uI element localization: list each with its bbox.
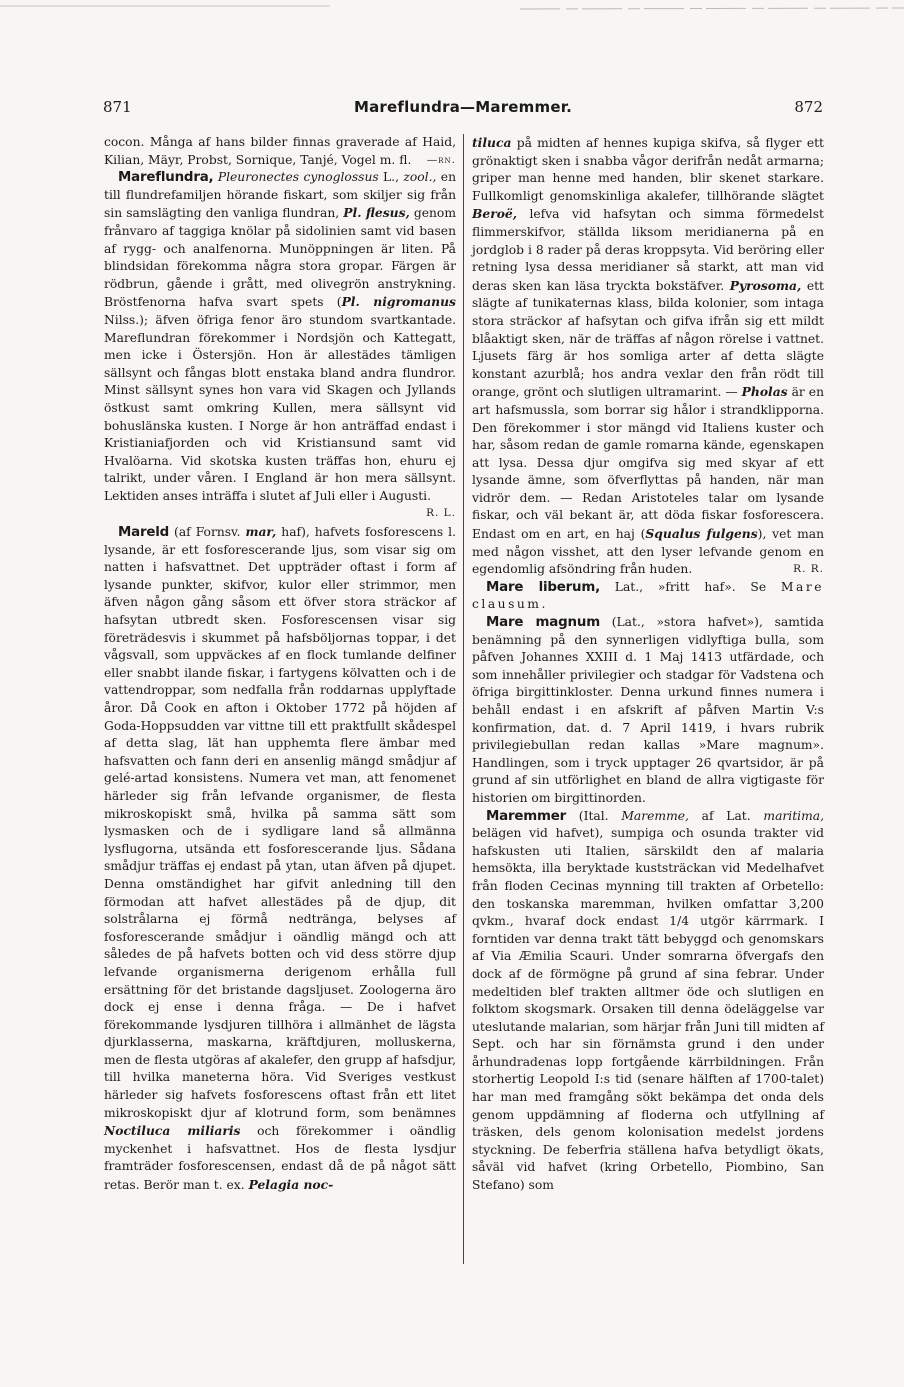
- species-name: Pl. nigromanus: [341, 294, 456, 310]
- headword: Mareflundra,: [118, 170, 214, 186]
- entry-text: Lat., »fritt haf». Se: [600, 579, 781, 594]
- entry-mare-magnum: [472, 614, 824, 808]
- entry-mareflundra: [104, 169, 456, 520]
- entry-text: haf), hafvets fosforescens l. lysande, är ett fosforescerande ljus, som visar sig om natten i hafsvattnet. Det uppträder oftast i form af lysande punkter, skifvor, kulor eller strimmor, men äfven någon gång såsom ett öfver stora sträckor af hafsytan utbredt sken. Fosforescensen visar sig företrädesvis i skummet på hafsböljornas toppar, i det vågsvall, som uppväckes af en flock tumlande delfiner eller snabbt ilande fiskar, i fartygens kölvatten och i de vattendroppar, som nedfalla från roddarnas upplyftade åror. Då Cook en afton i Oktober 1772 på höjden af Goda-Hoppsudden var vittne till ett praktfullt skådespel af detta slag, lät han upphemta flere ämbar med hafsvatten och fann deri en ansenlig mängd smådjur af gelé-artad konsistens. Numera vet man, att fenomenet härleder sig från lefvande organismer, de flesta mikroskopiskt små, hvilka på samma sätt som lysmasken och de i sydligare land så allmänna lysflugorna, utsända ett fosforescerande ljus. Sådana smådjur träffas ej endast på ytan, utan äfven på djupet. Denna omständighet har gifvit anledning till den förmodan att hafvet allestädes på de djup, dit solstrålarna ej förmå nedtränga, belyses af fosforescerande smådjur i oändlig mängd och att således de på hafvets botten och vid dess större djup lefvande organismerna derigenom erhålla full ersättning för det bristande dagsljuset. Zoologerna äro dock ej ense i denna fråga. — De i hafvet förekommande lysdjuren tillhöra i allmänhet de lägsta djurklasserna, maskarna, kräftdjuren, molluskerna, men de flesta utgöras af akalefer, den grupp af hafsdjur, till hvilka maneterna höra. Vid Sveriges vestkust härleder sig hafvets fosforescens oftast från ett litet mikroskopiskt djur af klotrund form, som benämnes: [104, 525, 456, 1120]
- genus-name: Pyrosoma,: [729, 277, 802, 293]
- page-number-left: 871: [103, 98, 132, 116]
- page-header: [103, 98, 823, 122]
- headword: Mareld: [118, 525, 170, 541]
- foreign-term: Maremme,: [621, 808, 689, 823]
- intro-signature: —rn.: [426, 153, 456, 166]
- entry-text: en till flundrefamiljen hörande fiskart, som skiljer sig från sin samslägting den vanliga flundran,: [104, 170, 456, 221]
- entry-text: belägen vid hafvet), sumpiga och osunda trakter vid hafskusten uti Italien, särskildt den af malaria hemsökta, illa beryktade kuststräckan vid Medelhafvet från floden Cecinas mynning till trakten af Orbetello: den toskanska maremman, hvilken omfattar 3,200 qvkm., hvaraf dock endast 1/4 utgör kärrmark. I forntiden var denna trakt tätt bebyggd och genomskars af Via Æmilia Scauri. Under somrarna öfvergafs den dock af de förmögne på grund af sina febrar. Under medeltiden blef trakten alltmer öde och slutligen en folktom skogsmark. Orsaken till denna ödeläggelse var uteslutande malarian, som härjar från Juni till midten af Sept. och har sin förnämsta grund i den under århundradenas lopp fortgående kärrbildningen. Från storhertig Leopold I:s tid (senare hälften af 1700-talet) har man med framgång sökt bekämpa det onda dels genom uppdämning af floderna och utfyllning af träsken, dels genom kolonisation medelst jordens styckning. De feberfria ställena hafva betydligt ökats, såväl vid hafvet (kring Orbetello, Piombino, San Stefano) som: [472, 826, 824, 1193]
- page-number-right: 872: [794, 98, 823, 116]
- entry-text: ett slägte af tunikaternas klass, bilda kolonier, som intaga stora sträckor af hafsytan och gifva ifrån sig ett mildt blåaktigt sken, när de träffas af någon rörelse i vattnet. Ljusets färg är hos somliga arter af detta slägte konstant azurblå; hos andra vexlar den från rödt till orange, grönt och slutligen ultramarint. —: [472, 278, 824, 400]
- genus-name: Pholas: [741, 384, 788, 400]
- species-name: Pelagia noc-: [248, 1177, 334, 1193]
- column-divider: [463, 134, 464, 1264]
- intro-paragraph: [104, 134, 456, 169]
- scan-edge-marks: [0, 0, 904, 18]
- entry-text: Nilss.); äfven öfriga fenor äro stundom svartkantade. Mareflundran förekommer i Nordsjön och Kattegatt, men icke i Östersjön. Hon är allestädes tämligen sällsynt och fångas blott enstaka bland andra flundror. Minst sällsynt synes hon vara vid Skagen och Jyllands östkust samt omkring Kullen, mera sällsynt vid bohuslänska kusten. I Norge är hon anträffad endast i Kristianiafjorden och vid Kristiansund samt vid Hvalöarna. Vid skotska kusten träffas hon, ehuru ej talrikt, under våren. I England är hon mera sällsynt. Lektiden anses inträffa i slutet af Juli eller i Augusti.: [104, 312, 456, 503]
- headword: Maremmer: [486, 808, 567, 824]
- entry-text: (Lat., »stora hafvet»), samtida benämning på den synnerligen vidlyftiga bulla, som påfven Johannes XXIII d. 1 Maj 1413 utfärdade, och som innehåller privilegier och stadgar för Vadstena och öfriga birgittinkloster. Denna urkund finnes numera i behåll endast i en afskrift af påfven Martin V:s konfirmation, dat. d. 7 April 1419, i hvars rubrik privilegiebullan redan kallas »Mare magnum». Handlingen, som i tryck upptager 26 qvartsidor, är på grund af sin utförlighet en bland de allra vigtigaste för historien om birgittinorden.: [472, 615, 824, 805]
- entry-text: af Lat.: [688, 808, 764, 823]
- entry-text: är en art hafsmussla, som borrar sig hålor i strandklipporna. Den förekommer i stor mängd vid Italiens kuster och har, såsom redan de gamle romarna kände, egenskapen att lysa. Dessa djur omgifva sig med skyar af ett lysande ämne, som öfverflyttas på handen, när man vidrör dem. — Redan Aristoteles talar om lysande fiskar, och väl bekant är, att döda fiskar fosforescera. Endast om en art, en haj (: [472, 385, 824, 542]
- entry-mareld-continued: [472, 134, 824, 579]
- left-column: [104, 134, 456, 1195]
- latin-author: L.,: [378, 170, 404, 185]
- entry-text: (Ital.: [566, 808, 622, 823]
- species-name: tiluca: [472, 135, 512, 150]
- etymon: mar,: [245, 524, 277, 540]
- right-column: [472, 134, 824, 1195]
- species-name: Noctiluca miliaris: [104, 1123, 241, 1139]
- intro-text: cocon. Många af hans bilder finnas graverade af Haid, Kilian, Mäyr, Probst, Sornique, Tanjé, Vogel m. fl.: [104, 135, 456, 167]
- entry-maremmer: [472, 808, 824, 1195]
- entry-mareld: [104, 523, 456, 1195]
- entry-text: på midten af hennes kupiga skifva, så flyger ett grönaktigt sken i snabba vågor derifrån nedåt armarna; griper man henne med handen, blir skenet starkare. Fullkomligt genomskinliga akalefer, tillhörande slägtet: [472, 136, 824, 203]
- entry-text: (af Fornsv.: [169, 525, 246, 540]
- species-name: Squalus fulgens: [645, 526, 758, 542]
- entry-mare-liberum: [472, 579, 824, 614]
- field-label: zool.,: [403, 170, 437, 185]
- latin-name: Pleuronectes cynoglossus: [217, 170, 379, 185]
- entry-signature: R. R.: [793, 563, 824, 576]
- entry-text: och förekommer i oändlig myckenhet i hafsvattnet. Hos de flesta lysdjur framträder fosforescensen, endast då de på något sätt retas. Berör man t. ex.: [104, 1124, 457, 1193]
- genus-name: Beroë,: [472, 206, 518, 222]
- headword: Mare liberum,: [486, 579, 601, 595]
- entry-text: lefva vid hafsytan och simma förmedelst flimmerskifvor, ställda liksom meridianerna på en jordglob i 8 rader på deras kroppsyta. Vid beröring eller retning lysa dessa meridianer så starkt, att man vid deras sken kan läsa tryckta bokstäfver.: [472, 207, 824, 293]
- running-head: Mareflundra—Maremmer.: [353, 98, 573, 116]
- species-name: Pl. flesus,: [343, 205, 410, 221]
- foreign-term: maritima,: [763, 808, 824, 823]
- headword: Mare magnum: [486, 615, 600, 631]
- entry-signature: R. L.: [426, 507, 456, 520]
- cross-reference[interactable]: Mare clausum.: [472, 579, 824, 612]
- entry-text: ), vet man med någon visshet, att den lyser lefvande genom en egendomlig afsöndring från huden.: [472, 527, 825, 577]
- entry-text: genom frånvaro af taggiga knölar på sidolinien samt vid basen af rygg- och analfenorna. Munöppningen är liten. På blindsidan förekomma några stora gropar. Färgen är rödbrun, gående i grått, med olivegrön anstrykning. Bröstfenorna hafva svart spets (: [104, 206, 456, 310]
